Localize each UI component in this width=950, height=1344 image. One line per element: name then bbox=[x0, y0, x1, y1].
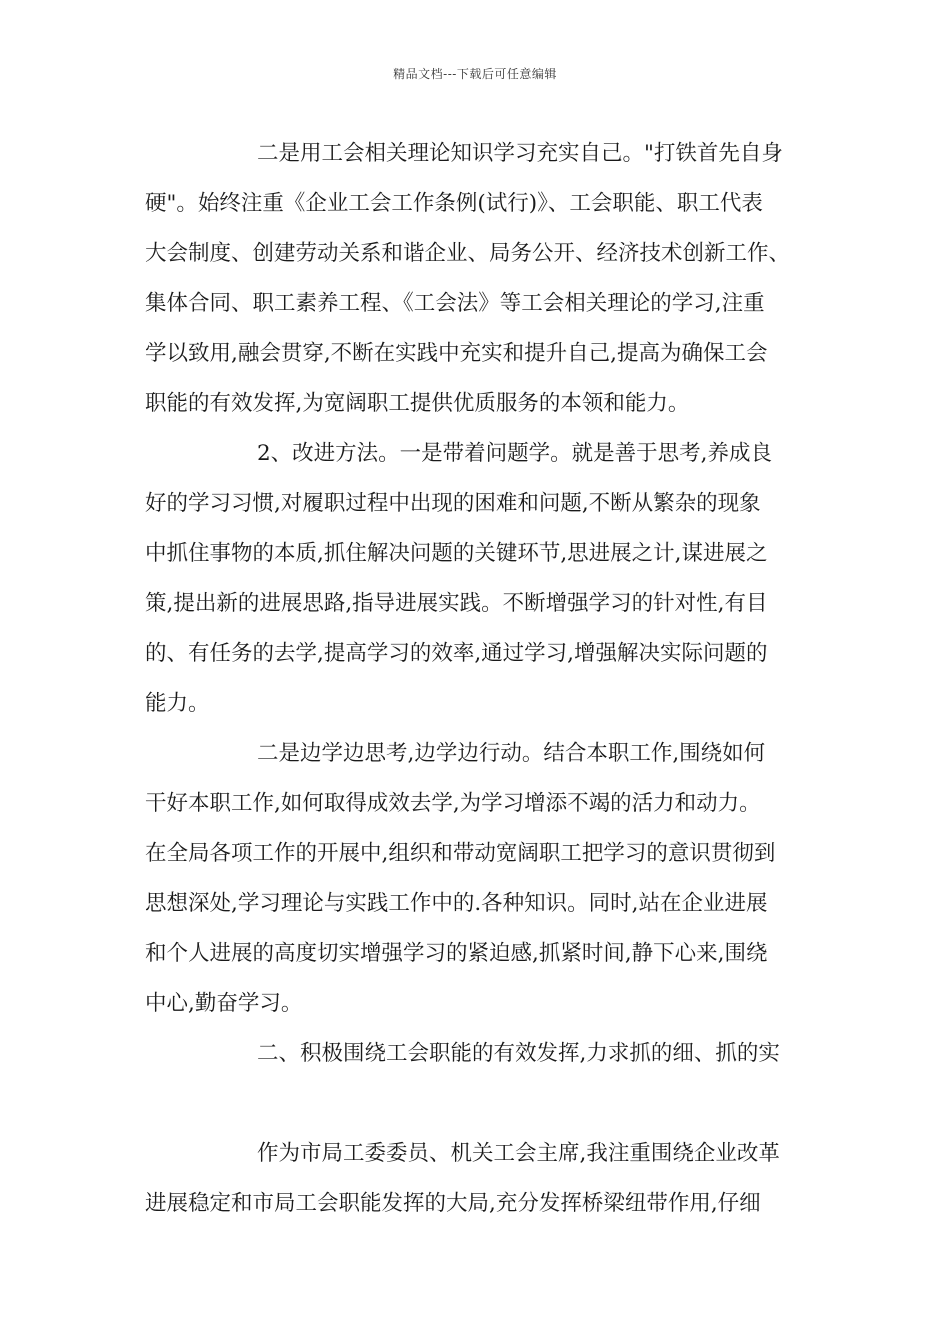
paragraph-line: 2、改进方法。一是带着问题学。就是善于思考,养成良 bbox=[257, 441, 773, 466]
paragraph-line: 职能的有效发挥,为宽阔职工提供优质服务的本领和能力。 bbox=[145, 391, 690, 416]
paragraph-line: 集体合同、职工素养工程、《工会法》等工会相关理论的学习,注重 bbox=[145, 291, 765, 316]
paragraph-line: 的、有任务的去学,提高学习的效率,通过学习,增强解决实际问题的 bbox=[145, 641, 768, 666]
paragraph-line: 中心,勤奋学习。 bbox=[145, 991, 303, 1016]
paragraph-line: 干好本职工作,如何取得成效去学,为学习增添不竭的活力和动力。 bbox=[145, 791, 761, 816]
section-heading: 二、积极围绕工会职能的有效发挥,力求抓的细、抓的实 bbox=[257, 1041, 780, 1066]
paragraph-line: 思想深处,学习理论与实践工作中的.各种知识。同时,站在企业进展 bbox=[145, 891, 768, 916]
blank-line bbox=[145, 1079, 810, 1129]
paragraph-line: 在全局各项工作的开展中,组织和带动宽阔职工把学习的意识贯彻到 bbox=[145, 841, 776, 866]
paragraph-line: 策,提出新的进展思路,指导进展实践。不断增强学习的针对性,有目 bbox=[145, 591, 768, 616]
paragraph-line: 进展稳定和市局工会职能发挥的大局,充分发挥桥梁纽带作用,仔细 bbox=[145, 1191, 761, 1216]
document-body bbox=[145, 129, 810, 1229]
paragraph-line: 二是边学边思考,边学边行动。结合本职工作,围绕如何 bbox=[257, 741, 766, 766]
paragraph-line: 作为市局工委委员、机关工会主席,我注重围绕企业改革 bbox=[257, 1141, 780, 1166]
paragraph-line: 硬"。始终注重《企业工会工作条例(试行)》、工会职能、职工代表 bbox=[145, 191, 763, 216]
page-header: 精品文档---下载后可任意编辑 bbox=[393, 67, 557, 81]
paragraph-line: 大会制度、创建劳动关系和谐企业、局务公开、经济技术创新工作、 bbox=[145, 241, 791, 266]
paragraph-line: 中抓住事物的本质,抓住解决问题的关键环节,思进展之计,谋进展之 bbox=[145, 541, 768, 566]
paragraph-line: 好的学习习惯,对履职过程中出现的困难和问题,不断从繁杂的现象 bbox=[145, 491, 761, 516]
paragraph-line: 学以致用,融会贯穿,不断在实践中充实和提升自己,提高为确保工会 bbox=[145, 341, 768, 366]
paragraph-line: 二是用工会相关理论知识学习充实自己。"打铁首先自身 bbox=[257, 141, 783, 166]
paragraph-line: 能力。 bbox=[145, 691, 210, 716]
paragraph-line: 和个人进展的高度切实增强学习的紧迫感,抓紧时间,静下心来,围绕 bbox=[145, 941, 768, 966]
